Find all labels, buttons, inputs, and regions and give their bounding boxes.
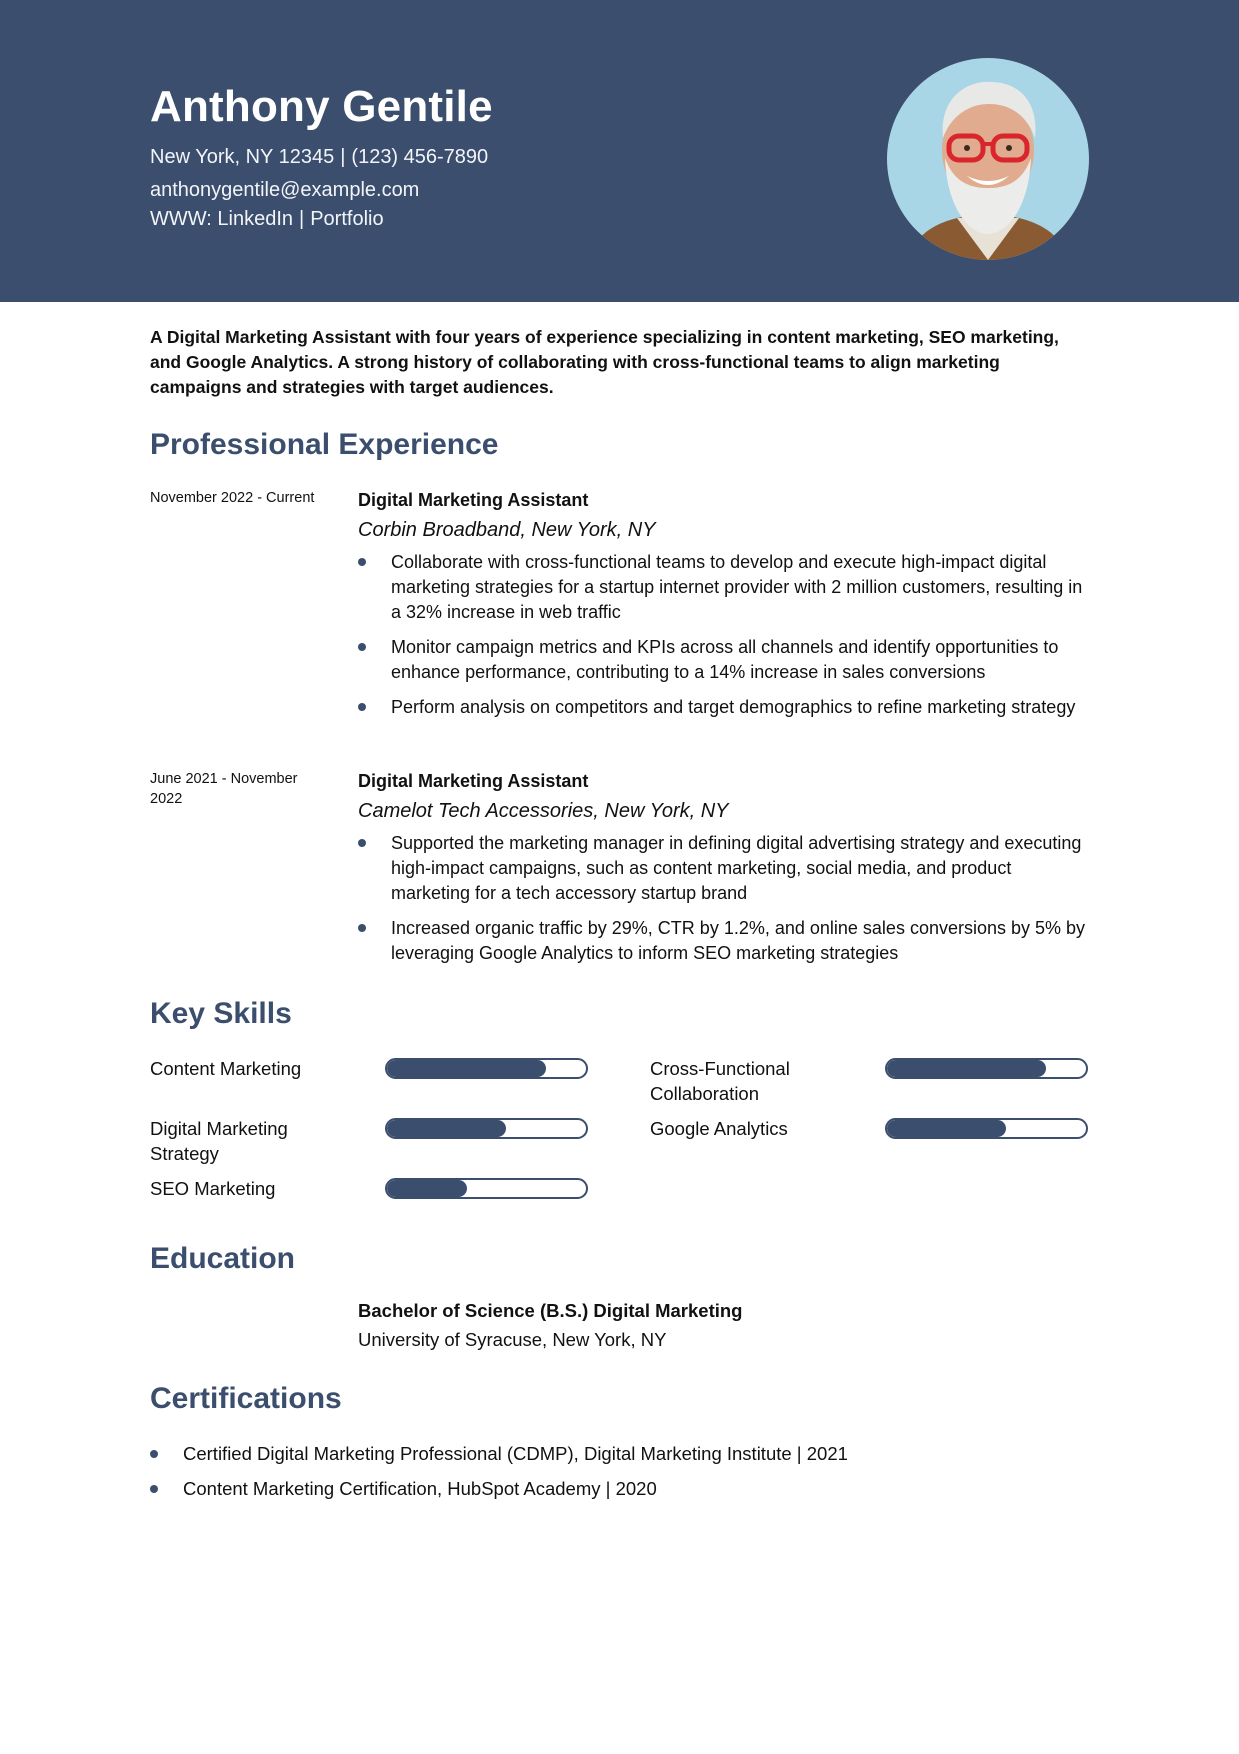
skill-level-fill <box>387 1120 506 1137</box>
contact-web <box>150 208 384 231</box>
job-bullets <box>358 831 1090 966</box>
education-school: University of Syracuse, New York, NY <box>358 1329 667 1350</box>
profile-photo <box>887 58 1089 260</box>
skill-name: Content Marketing <box>150 1058 302 1079</box>
list-item <box>358 831 1090 906</box>
job-dates: November 2022 - Current <box>150 490 315 506</box>
divider: | <box>340 146 346 168</box>
job-company: Corbin Broadband, New York, NY <box>358 519 656 541</box>
contact-email[interactable]: anthonygentile@example.com <box>150 179 420 201</box>
skill-level-bar <box>385 1118 588 1139</box>
candidate-name: Anthony Gentile <box>150 82 493 131</box>
job-company: Camelot Tech Accessories, New York, NY <box>358 800 729 822</box>
list-item <box>358 695 1090 720</box>
bullet-text: Monitor campaign metrics and KPIs across all channels and identify opportunities to enhance performance, contributing to a 14% increase in sales conversions <box>391 637 1059 682</box>
skill-row <box>150 1176 590 1226</box>
bullet-text: Collaborate with cross-functional teams to develop and execute high-impact digital marketing strategies for a startup internet provider with 2 million customers, resulting in a 32% increase in web traffic <box>391 552 1083 622</box>
skill-row <box>150 1056 590 1106</box>
section-title-certifications: Certifications <box>150 1382 342 1415</box>
linkedin-link[interactable]: LinkedIn <box>217 208 294 230</box>
job-dates: June 2021 - November 2022 <box>150 771 298 807</box>
job-details <box>358 769 1090 976</box>
contact-address-phone <box>150 146 488 169</box>
job-details <box>358 488 1090 730</box>
job-bullets <box>358 550 1090 720</box>
skill-level-fill <box>387 1180 467 1197</box>
divider: | <box>299 208 305 230</box>
skill-name: SEO Marketing <box>150 1178 276 1199</box>
skill-name: Google Analytics <box>650 1118 788 1139</box>
bullet-icon <box>358 924 366 932</box>
portfolio-link[interactable]: Portfolio <box>310 208 384 230</box>
list-item <box>358 550 1090 625</box>
certification-text: Certified Digital Marketing Professional (CDMP), Digital Marketing Institute | 2021 <box>183 1443 848 1464</box>
contact-location: New York, NY 12345 <box>150 146 335 168</box>
header-banner <box>0 0 1239 302</box>
section-title-education: Education <box>150 1242 296 1275</box>
skill-name: Digital Marketing Strategy <box>150 1118 288 1164</box>
skill-row <box>650 1116 1090 1166</box>
bullet-icon <box>358 643 366 651</box>
bullet-text: Perform analysis on competitors and target demographics to refine marketing strategy <box>391 697 1076 717</box>
bullet-text: Increased organic traffic by 29%, CTR by 1.2%, and online sales conversions by 5% by leveraging Google Analytics to inform SEO marketing strategies <box>391 918 1086 963</box>
certification-text: Content Marketing Certification, HubSpot Academy | 2020 <box>183 1478 657 1499</box>
bullet-icon <box>358 558 366 566</box>
list-item <box>150 1441 1090 1467</box>
bullet-icon <box>358 839 366 847</box>
skill-row <box>150 1116 590 1166</box>
list-item <box>150 1476 1090 1502</box>
bullet-icon <box>358 703 366 711</box>
section-title-experience: Professional Experience <box>150 428 499 461</box>
certification-list <box>150 1441 1090 1511</box>
experience-entry <box>150 769 1090 969</box>
skill-level-fill <box>887 1060 1046 1077</box>
education-degree: Bachelor of Science (B.S.) Digital Marketing <box>358 1300 743 1321</box>
skill-level-fill <box>887 1120 1006 1137</box>
skill-level-fill <box>387 1060 546 1077</box>
professional-summary: A Digital Marketing Assistant with four years of experience specializing in content marketing, SEO marketing, and Google Analytics. A strong history of collaborating with cross-functional teams to align marketing campaigns and strategies with target audiences. <box>150 327 1059 397</box>
job-title: Digital Marketing Assistant <box>358 490 589 510</box>
skill-level-bar <box>885 1118 1088 1139</box>
skill-level-bar <box>385 1178 588 1199</box>
skill-row <box>650 1056 1090 1106</box>
bullet-text: Supported the marketing manager in defining digital advertising strategy and executing high-impact campaigns, such as content marketing, social media, and product marketing for a tech accessory startup brand <box>391 833 1082 903</box>
web-label: WWW: <box>150 208 212 230</box>
bullet-icon <box>150 1485 158 1493</box>
contact-phone[interactable]: (123) 456-7890 <box>351 146 489 168</box>
job-title: Digital Marketing Assistant <box>358 771 589 791</box>
list-item <box>358 635 1090 685</box>
experience-entry <box>150 488 1090 748</box>
skill-level-bar <box>385 1058 588 1079</box>
bullet-icon <box>150 1450 158 1458</box>
list-item <box>358 916 1090 966</box>
section-title-skills: Key Skills <box>150 997 292 1030</box>
skill-name: Cross-Functional Collaboration <box>650 1058 790 1104</box>
skill-level-bar <box>885 1058 1088 1079</box>
